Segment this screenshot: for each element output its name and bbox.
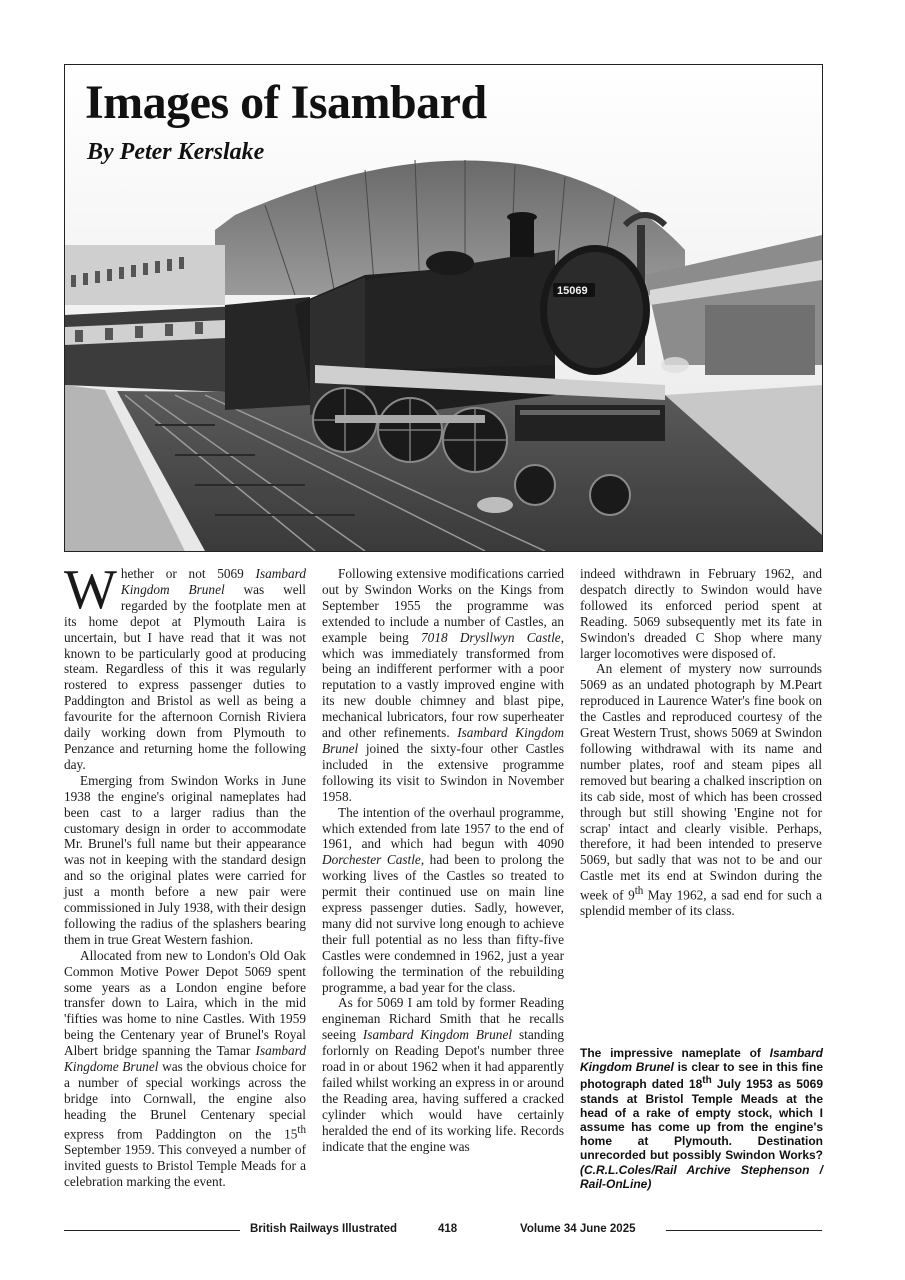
text-column-1 <box>64 559 306 1190</box>
page-footer <box>64 1221 822 1241</box>
paragraph: An element of mystery now surrounds 5069 as an undated photograph by M.Peart reproduced in Laurence Water's fine book on the Castles and reproduced courtesy of the Great Western Trust, shows 5069 at Swindon following withdrawal with its name and number plates, roof and steam pipes all removed but bearing a chalked inscription on its cab side, most of which has been crossed through but still showing 'Engine not for scrap' intact and clearly visible. Perhaps, therefore, it had been intended to preserve 5069, but sadly that was not to be and our Castle met its end at Swindon during the week of 9th May 1962, a sad end for such a splendid member of its class. <box>580 661 822 919</box>
text-column-3 <box>580 566 822 919</box>
steam-locomotive-photo <box>65 65 822 551</box>
paragraph: Emerging from Swindon Works in June 1938 the engine's original nameplates had been cast to a larger radius than the customary design in order to accommodate Mr. Brunel's full name but their appearance was not in keeping with the standard design and so the original plates were carried for just a month before a new pair were commissioned in July 1938, with their design following the radius of the splashers bearing them in true Great Western fashion. <box>64 772 306 947</box>
paragraph: indeed withdrawn in February 1962, and despatch directly to Swindon would have followed its enforced period spent at Reading. 5069 subsequently met its fate in Swindon's dreaded C Shop where many larger locomotives were disposed of. <box>580 566 822 661</box>
drop-cap: W <box>64 559 117 621</box>
paragraph: Allocated from new to London's Old Oak Common Motive Power Depot 5069 spent some years as a London engine before transfer down to Laira, which in the mid 'fifties was home to nine Castles. With 1959 being the Centenary year of Brunel's Royal Albert bridge spanning the Tamar Isambard Kingdome Brunel was the obvious choice for a number of special workings across the bridge into Cornwall, the engine also heading the Brunel Centenary special express from Paddington on the 15th September 1959. This conveyed a number of invited guests to Bristol Temple Meads for a celebration marking the event. <box>64 947 306 1189</box>
footer-rule-right <box>666 1230 822 1231</box>
paragraph: As for 5069 I am told by former Reading engineman Richard Smith that he recalls seeing Isambard Kingdom Brunel standing forlornly on Reading Depot's number three road in or about 1962 when it had apparently failed whilst working an express in or around the Reading area, having suffered a cracked cylinder which would have certainly heralded the end of its working life. Records indicate that the engine was <box>322 995 565 1154</box>
paragraph: Whether or not 5069 Isambard Kingdom Brunel was well regarded by the footplate men at its home depot at Plymouth Laira is uncertain, but I have read that it was not known to be particularly good at producing steam. Regardless of this it was regularly rostered to express passenger duties to Paddington and Bristol as well as being a favourite for the afternoon Cornish Riviera daily working down from Plymouth to Penzance and returning home the following day. <box>64 559 306 772</box>
paragraph: Following extensive modifications carried out by Swindon Works on the Kings from September 1955 the programme was extended to include a number of Castles, an example being 7018 Drysllwyn Castle, which was immediately transformed from being an indifferent performer with a poor reputation to a vastly improved engine with its new double chimney and blast pipe, mechanical lubricators, four row superheater and other refinements. Isambard Kingdom Brunel joined the sixty-four other Castles included in the extensive programme following its visit to Swindon in November 1958. <box>322 566 565 804</box>
text-column-2 <box>322 566 564 1155</box>
smokebox-number: 15069 <box>557 285 588 297</box>
photo-frame <box>64 64 823 552</box>
photo-caption: The impressive nameplate of Isambard Kingdom Brunel is clear to see in this fine photograph dated 18th July 1953 as 5069 stands at Bristol Temple Meads at the head of a rake of empty stock, which I assume has come up from the engine's home at Plymouth. Destination unrecorded but possibly Swindon Works? (C.R.L.Coles/Rail Archive Stephenson / Rail-OnLine) <box>580 1046 823 1191</box>
page-number: 418 <box>438 1223 458 1235</box>
footer-rule-left <box>64 1230 240 1231</box>
magazine-name: British Railways Illustrated <box>250 1223 397 1235</box>
photo-credit: (C.R.L.Coles/Rail Archive Stephenson / Rail-OnLine) <box>580 1162 823 1191</box>
article-title: Images of Isambard <box>85 76 487 129</box>
article-byline: By Peter Kerslake <box>87 139 265 165</box>
issue-volume: Volume 34 June 2025 <box>520 1223 636 1235</box>
paragraph: The intention of the overhaul programme, which extended from late 1957 to the end of 1961, and which had begun with 4090 Dorchester Castle, had been to prolong the working lives of the Castles so treated to permit their continued use on main line express passenger duties. Sadly, however, many did not survive long enough to achieve their full potential as no less than fifty-five Castles were condemned in 1962, just a year following the termination of the rebuilding programme, a bad year for the class. <box>322 804 565 995</box>
